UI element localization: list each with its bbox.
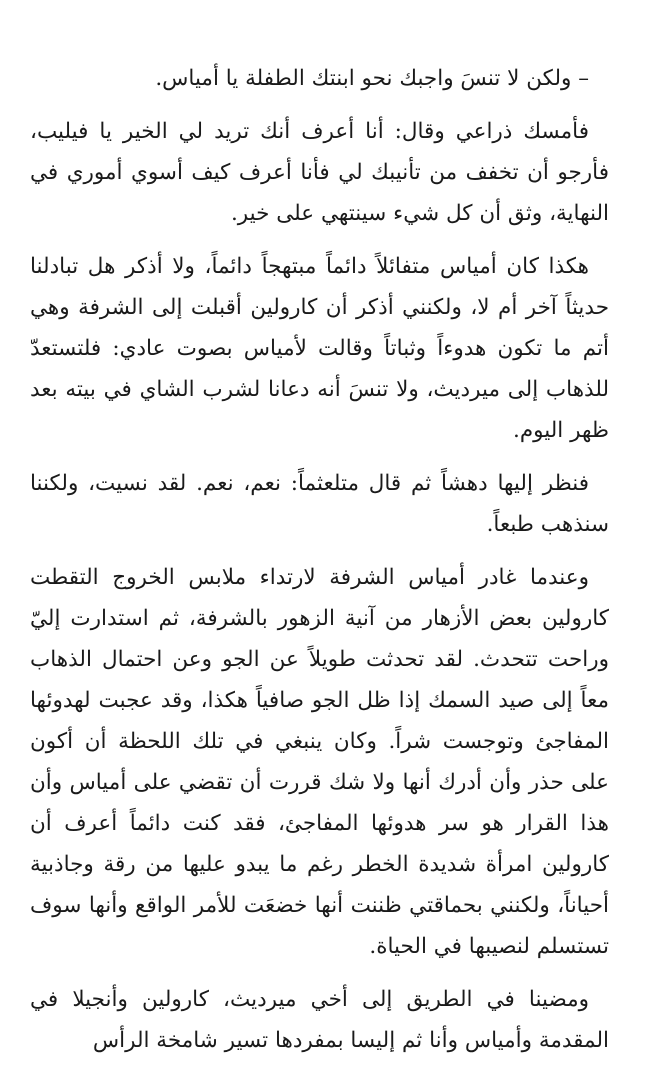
paragraph-caroline-calm: وعندما غادر أمياس الشرفة لارتداء ملابس الخروج التقطت كارولين بعض الأزهار من آنية الزهور بالشرفة، ثم استدارت إليّ وراحت تتحدث. لقد تحدثت طويلاً عن الجو وعن احتمال الذهاب معاً إلى صيد السمك إذا ظل الجو صافياً هكذا، وقد عجبت لهدوئها المفاجئ وتوجست شراً. وكان ينبغي في تلك اللحظة أن أكون على حذر وأن أدرك أنها ولا شك قررت أن تقضي على أمياس وأن هذا القرار هو سر هدوئها المفاجئ، فقد كنت دائماً أعرف أن كارولين امرأة شديدة الخطر رغم ما يبدو عليها من رقة وجاذبية أحياناً، ولكنني بحماقتي ظننت أنها خضعَت للأمر الواقع وأنها سوف تستسلم لنصيبها في الحياة. (30, 565, 609, 959)
paragraph-dialogue-reminder: – ولكن لا تنسَ واجبك نحو ابنتك الطفلة يا أمياس. (155, 66, 589, 91)
paragraph-caroline-terrace: هكذا كان أمياس متفائلاً دائماً مبتهجاً دائماً، ولا أذكر هل تبادلنا حديثاً آخر أم لا، ولكنني أذكر أن كارولين أقبلت إلى الشرفة وهي أتم ما تكون هدوءاً وثباتاً وقالت لأمياس بصوت عادي: فلتستعدّ للذهاب إلى ميرديث، ولا تنسَ أنه دعانا لشرب الشاي في بيته بعد ظهر اليوم. (30, 254, 609, 443)
paragraph-walk-to-meredith: ومضينا في الطريق إلى أخي ميرديث، كارولين وأنجيلا في المقدمة وأمياس وأنا ثم إليسا بمفردها تسير شامخة الرأس (30, 987, 609, 1053)
paragraph-amyas-surprised: فنظر إليها دهشاً ثم قال متلعثماً: نعم، نعم. لقد نسيت، ولكننا سنذهب طبعاً. (30, 471, 609, 537)
paragraph-amyas-reply: فأمسك ذراعي وقال: أنا أعرف أنك تريد لي الخير يا فيليب، فأرجو أن تخفف من تأنيبك لي فأنا أعرف كيف أسوي أموري في النهاية، وثق أن كل شيء سينتهي على خير. (30, 119, 609, 226)
body-text (30, 58, 609, 1073)
